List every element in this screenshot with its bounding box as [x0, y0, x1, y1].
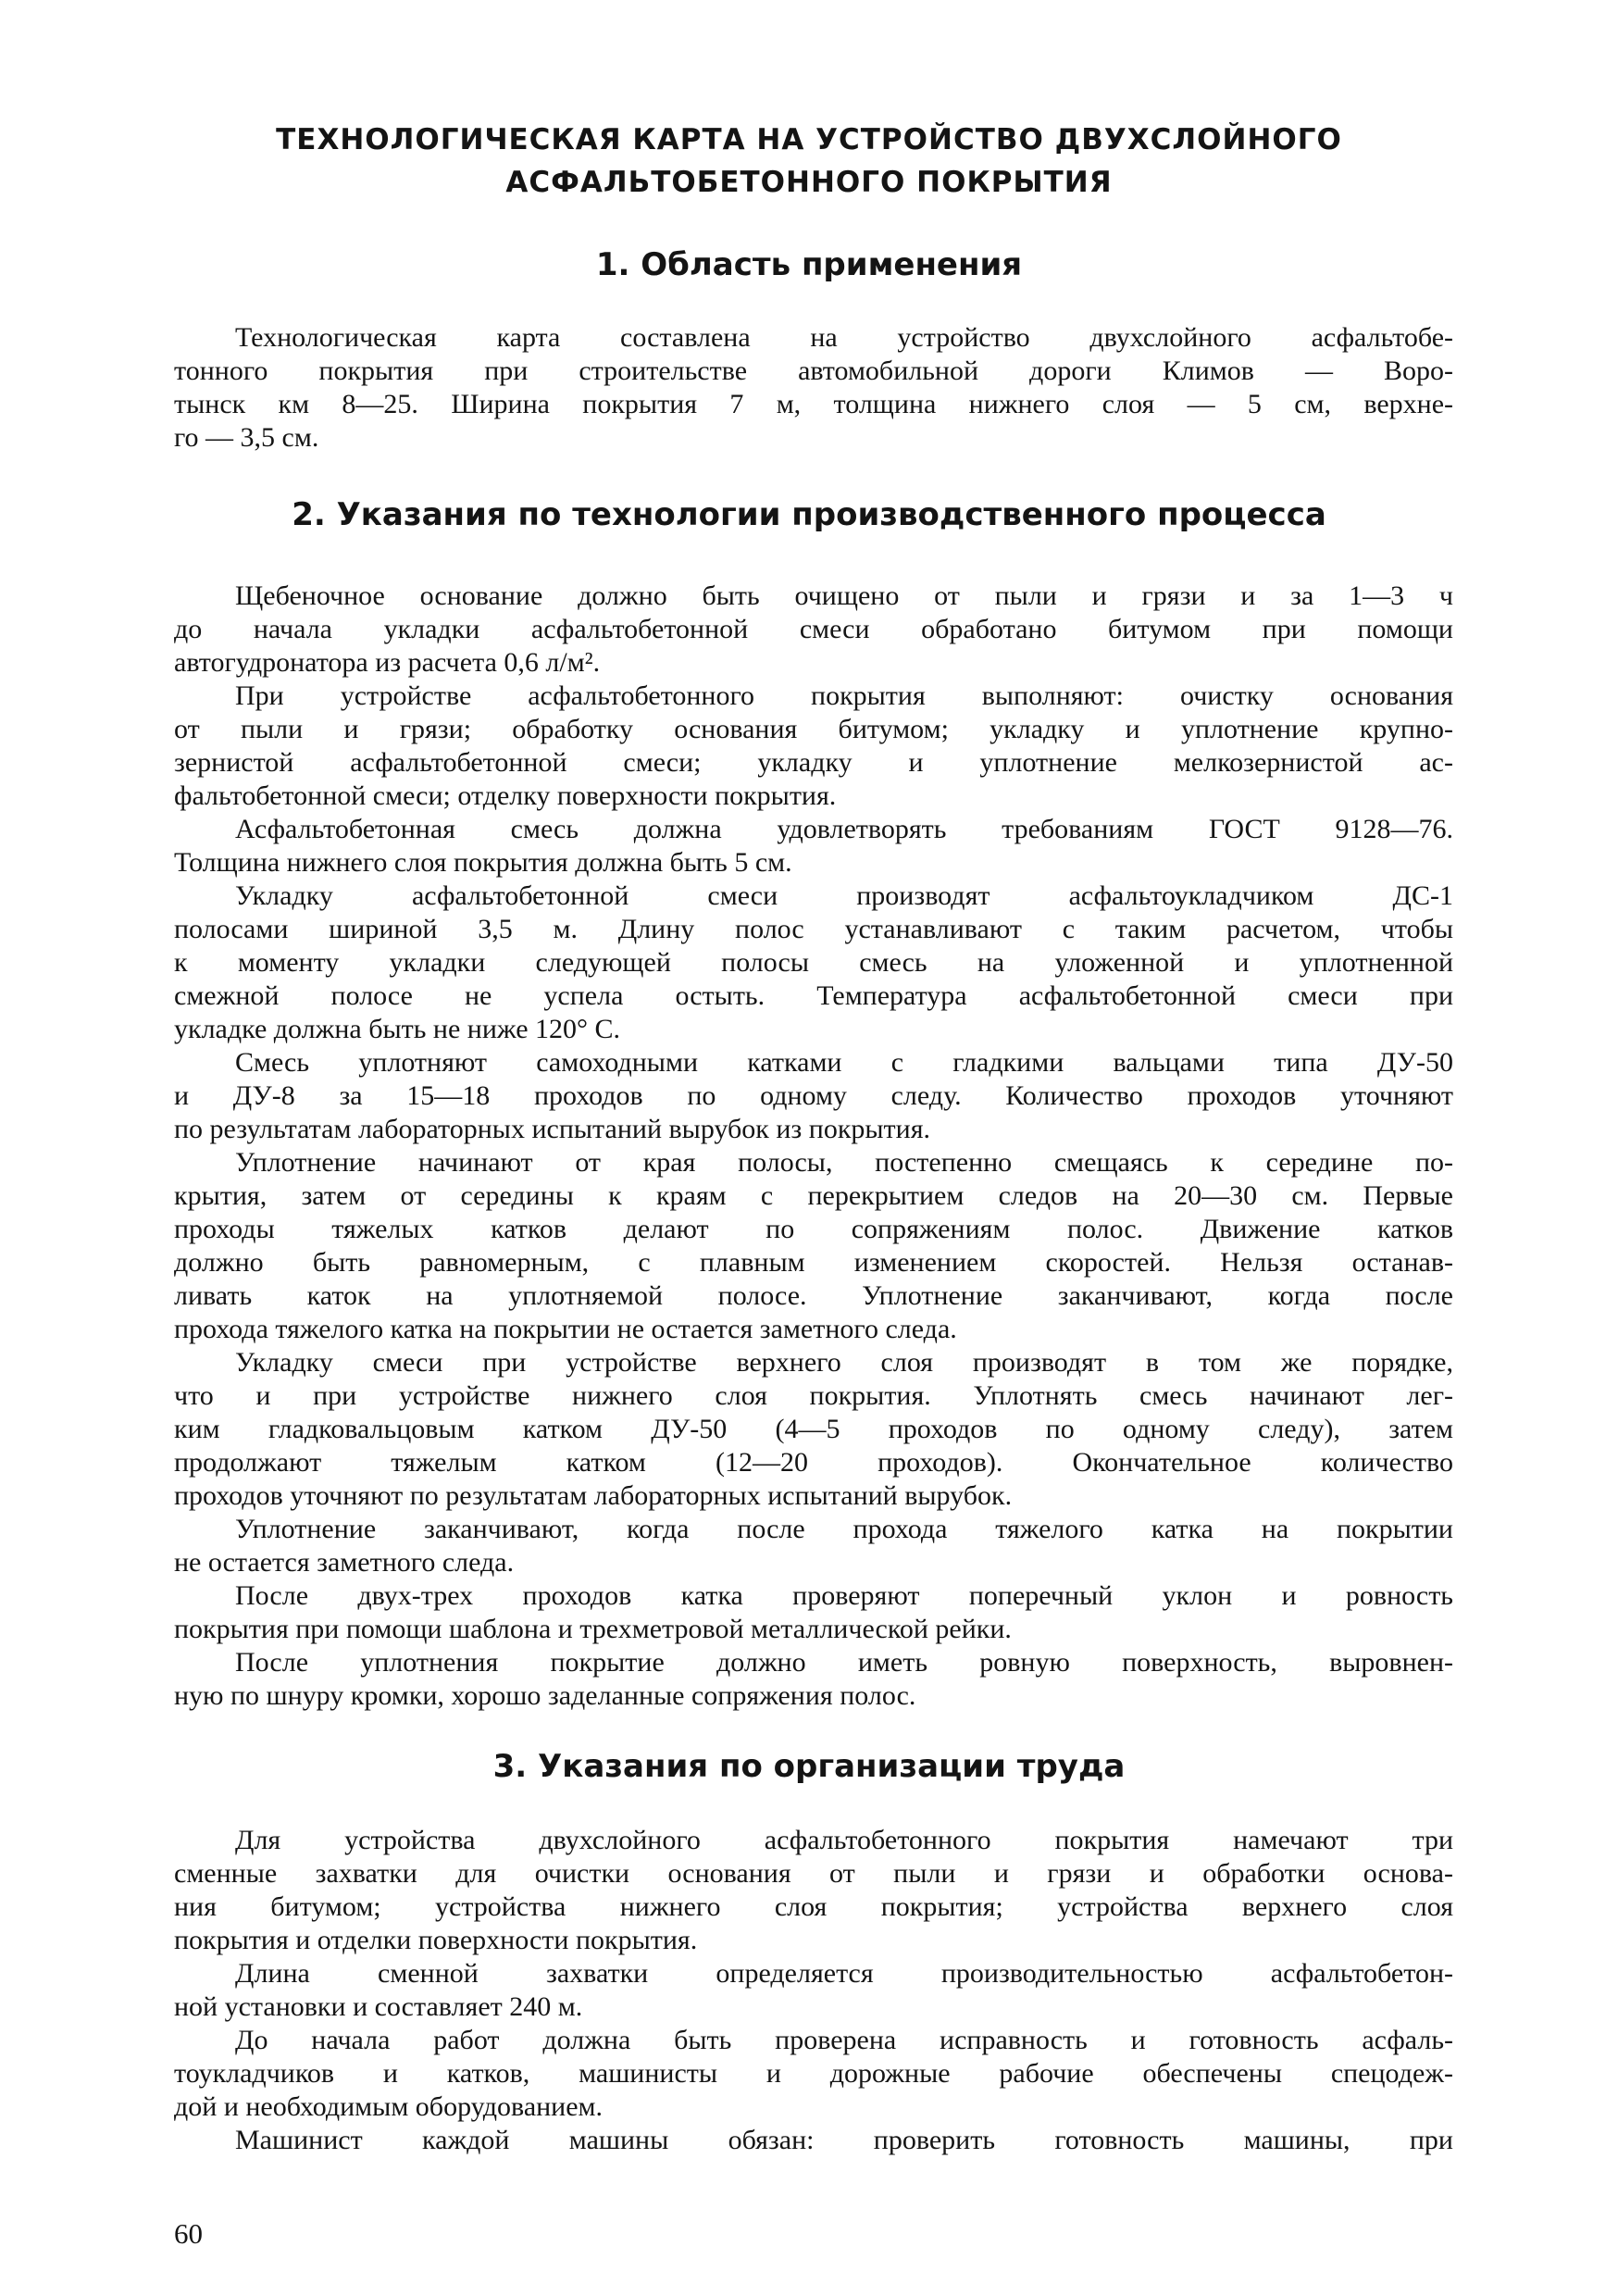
text-line: При устройстве асфальтобетонного покрытия выполняют: очистку основания	[235, 680, 1453, 711]
text-line: Машинист каждой машины обязан: проверить готовность машины, при	[235, 2125, 1453, 2155]
text-line: До начала работ должна быть проверена исправность и готовность асфаль-	[235, 2025, 1453, 2055]
paragraph	[174, 1146, 1453, 1346]
text-line: Укладку смеси при устройстве верхнего слоя производят в том же порядке,	[235, 1347, 1453, 1378]
text-line: должно быть равномерным, с плавным изменением скоростей. Нельзя останав-	[174, 1247, 1453, 1278]
section-1-body	[174, 321, 1453, 455]
paragraph	[174, 1579, 1453, 1646]
text-line: После двух-трех проходов катка проверяют поперечный уклон и ровность	[235, 1580, 1453, 1611]
paragraph	[174, 680, 1453, 813]
text-line: Смесь уплотняют самоходными катками с гладкими вальцами типа ДУ-50	[235, 1047, 1453, 1078]
text-line: ния битумом; устройства нижнего слоя покрытия; устройства верхнего слоя	[174, 1891, 1453, 1922]
text-line: дой и необходимым оборудованием.	[174, 2091, 604, 2122]
paragraph	[174, 880, 1453, 1046]
paragraph	[174, 2124, 1453, 2157]
section-3-body	[174, 1824, 1453, 2157]
paragraph	[174, 321, 1453, 455]
text-line: прохода тяжелого катка на покрытии не остается заметного следа.	[174, 1314, 957, 1344]
text-line: смежной полосе не успела остыть. Температура асфальтобетонной смеси при	[174, 980, 1453, 1011]
paragraph	[174, 1824, 1453, 1957]
paragraph	[174, 1513, 1453, 1579]
text-line: фальтобетонной смеси; отделку поверхности покрытия.	[174, 780, 837, 811]
text-line: до начала укладки асфальтобетонной смеси обработано битумом при помощи	[174, 614, 1453, 644]
text-line: ким гладковальцовым катком ДУ-50 (4—5 проходов по одному следу), затем	[174, 1414, 1453, 1444]
text-line: укладке должна быть не ниже 120° С.	[174, 1014, 621, 1044]
paragraph	[174, 1957, 1453, 2024]
document-title-line-2: АСФАЛЬТОБЕТОННОГО ПОКРЫТИЯ	[505, 166, 1113, 199]
text-line: зернистой асфальтобетонной смеси; укладку и уплотнение мелкозернистой ас-	[174, 747, 1453, 778]
text-line: ливать каток на уплотняемой полосе. Уплотнение заканчивают, когда после	[174, 1280, 1453, 1311]
paragraph	[174, 1046, 1453, 1146]
paragraph	[174, 813, 1453, 880]
text-line: что и при устройстве нижнего слоя покрытия. Уплотнять смесь начинают лег-	[174, 1380, 1453, 1411]
text-line: Для устройства двухслойного асфальтобетонного покрытия намечают три	[235, 1825, 1453, 1855]
text-line: ной установки и составляет 240 м.	[174, 1991, 583, 2022]
text-line: к моменту укладки следующей полосы смесь на уложенной и уплотненной	[174, 947, 1453, 978]
page-number: 60	[174, 2217, 203, 2250]
text-line: го — 3,5 см.	[174, 422, 319, 453]
text-line: Технологическая карта составлена на устройство двухслойного асфальтобе-	[235, 322, 1453, 353]
text-line: и ДУ-8 за 15—18 проходов по одному следу. Количество проходов уточняют	[174, 1080, 1453, 1111]
text-line: Толщина нижнего слоя покрытия должна быть 5 см.	[174, 847, 792, 878]
document-title-line-1: ТЕХНОЛОГИЧЕСКАЯ КАРТА НА УСТРОЙСТВО ДВУХСЛОЙНОГО	[276, 123, 1342, 156]
text-line: продолжают тяжелым катком (12—20 проходов). Окончательное количество	[174, 1447, 1453, 1478]
text-line: Длина сменной захватки определяется производительностью асфальтобетон-	[235, 1958, 1453, 1989]
text-line: Уплотнение заканчивают, когда после прохода тяжелого катка на покрытии	[235, 1514, 1453, 1544]
section-2-heading: 2. Указания по технологии производственного процесса	[292, 496, 1326, 533]
paragraph	[174, 1346, 1453, 1513]
text-line: сменные захватки для очистки основания от пыли и грязи и обработки основа-	[174, 1858, 1453, 1889]
text-line: ную по шнуру кромки, хорошо заделанные сопряжения полос.	[174, 1680, 916, 1711]
text-line: тонного покрытия при строительстве автомобильной дороги Климов — Воро-	[174, 356, 1453, 386]
text-line: Укладку асфальтобетонной смеси производят асфальтоукладчиком ДС-1	[235, 880, 1453, 911]
paragraph	[174, 1646, 1453, 1713]
paragraph	[174, 2024, 1453, 2124]
text-line: покрытия и отделки поверхности покрытия.	[174, 1925, 698, 1955]
text-line: Уплотнение начинают от края полосы, постепенно смещаясь к середине по-	[235, 1147, 1453, 1178]
text-line: тынск км 8—25. Ширина покрытия 7 м, толщина нижнего слоя — 5 см, верхне-	[174, 389, 1453, 419]
text-line: Щебеночное основание должно быть очищено от пыли и грязи и за 1—3 ч	[235, 580, 1453, 611]
text-line: не остается заметного следа.	[174, 1547, 515, 1578]
section-2-body	[174, 580, 1453, 1713]
text-line: Асфальтобетонная смесь должна удовлетворять требованиям ГОСТ 9128—76.	[235, 814, 1453, 844]
text-line: покрытия при помощи шаблона и трехметровой металлической рейки.	[174, 1614, 1012, 1644]
text-line: После уплотнения покрытие должно иметь ровную поверхность, выровнен-	[235, 1647, 1453, 1678]
paragraph	[174, 580, 1453, 680]
section-1-heading: 1. Область применения	[595, 246, 1023, 283]
text-line: проходы тяжелых катков делают по сопряжениям полос. Движение катков	[174, 1214, 1453, 1244]
section-3-heading: 3. Указания по организации труда	[492, 1748, 1126, 1785]
text-line: тоукладчиков и катков, машинисты и дорожные рабочие обеспечены спецодеж-	[174, 2058, 1453, 2089]
text-line: полосами шириной 3,5 м. Длину полос устанавливают с таким расчетом, чтобы	[174, 914, 1453, 944]
text-line: проходов уточняют по результатам лабораторных испытаний вырубок.	[174, 1480, 1013, 1511]
text-line: крытия, затем от середины к краям с перекрытием следов на 20—30 см. Первые	[174, 1180, 1453, 1211]
text-line: по результатам лабораторных испытаний вырубок из покрытия.	[174, 1114, 931, 1144]
text-line: автогудронатора из расчета 0,6 л/м².	[174, 647, 601, 678]
text-line: от пыли и грязи; обработку основания битумом; укладку и уплотнение крупно-	[174, 714, 1453, 744]
